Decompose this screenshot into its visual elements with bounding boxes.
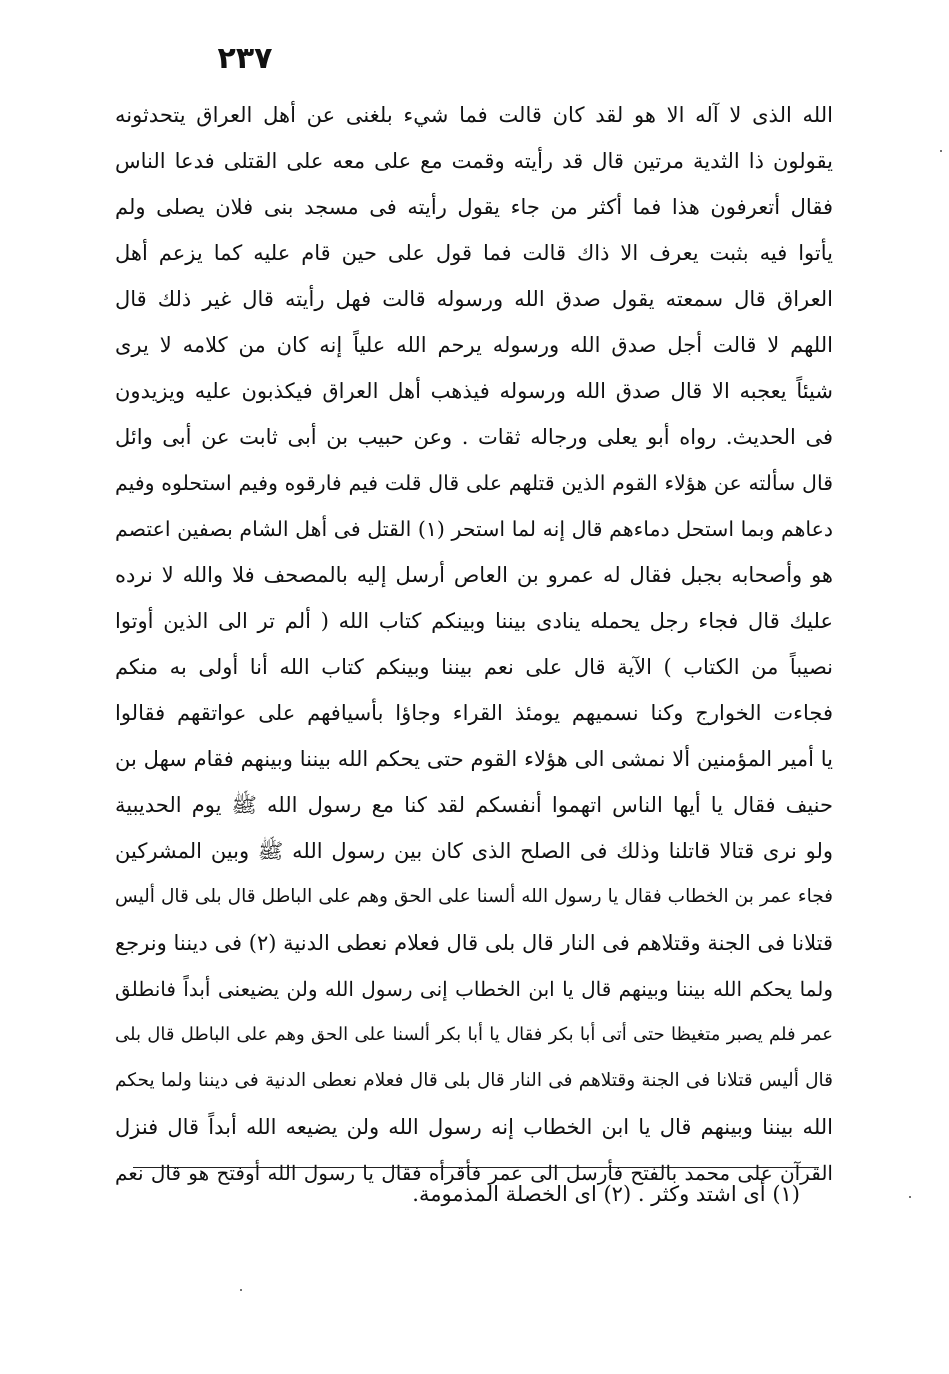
text-line: قتلانا فى الجنة وقتلاهم فى النار قال بلى قال فعلام نعطى الدنية (٢) فى ديننا ونرجع xyxy=(115,931,833,955)
text-line: قال أليس قتلانا فى الجنة وقتلاهم فى النار قال بلى قال فعلام نعطى الدنية فى ديننا ولما يحكم xyxy=(115,1070,833,1091)
text-line: عليك قال فجاء رجل يحمله ينادى بيننا وبينكم كتاب الله ( ألم تر الى الذين أوتوا xyxy=(115,609,833,633)
text-line: عمر فلم يصبر متغيظا حتى أتى أبا بكر فقال يا أبا بكر ألسنا على الحق وهم على الباطل قال بلى xyxy=(115,1024,833,1045)
page-number: ٢٣٧ xyxy=(217,41,273,76)
text-line: اللهم لا قالت أجل صدق الله ورسوله يرحم الله علياً إنه كان من كلامه لا يرى xyxy=(115,333,833,357)
text-line: ولما يحكم الله بيننا وبينهم قال يا ابن الخطاب إنى رسول الله ولن يضيعنى أبداً فانطلق xyxy=(115,977,833,1001)
text-line: نصيباً من الكتاب ) الآية قال على نعم بيننا وبينكم كتاب الله أنا أولى به منكم xyxy=(115,655,833,679)
text-line: حنيف فقال يا أيها الناس اتهموا أنفسكم لقد كنا مع رسول الله ﷺ يوم الحديبية xyxy=(115,793,833,817)
text-line: فجاء عمر بن الخطاب فقال يا رسول الله ألسنا على الحق وهم على الباطل قال بلى قال أليس xyxy=(115,886,833,907)
text-line: يا أمير المؤمنين ألا نمشى الى هؤلاء القوم حتى يحكم الله بيننا وبينهم فقام سهل بن xyxy=(115,747,833,771)
text-line: فى الحديث. رواه أبو يعلى ورجاله ثقات . وعن حبيب بن أبى ثابت عن أبى وائل xyxy=(115,425,833,449)
text-line: قال سألته عن هؤلاء القوم الذين قتلهم على قال قلت فيم فارقوه وفيم استحلوه وفيم xyxy=(115,471,833,495)
text-line: هو وأصحابه بجبل فقال له عمرو بن العاص أرسل إليه بالمصحف فلا والله لا نرده xyxy=(115,563,833,587)
scan-speck xyxy=(909,1196,911,1198)
text-line: فقال أتعرفون هذا فما أكثر من جاء يقول رأيته فى مسجد بنى فلان يصلى ولم xyxy=(115,195,833,219)
main-text xyxy=(115,92,833,1196)
footnote-divider xyxy=(133,1167,819,1168)
text-line: العراق قال سمعته يقول صدق الله ورسوله قالت فهل رأيته قال غير ذلك قال xyxy=(115,287,833,311)
text-line: يأتوا فيه بثبت يعرف الا ذاك قالت فما قول على حين قام عليه كما يزعم أهل xyxy=(115,241,833,265)
text-line: القرآن على محمد بالفتح فأرسل الى عمر فأقرأه فقال يا رسول الله أوفتح هو قال نعم xyxy=(115,1161,833,1185)
scan-speck xyxy=(940,150,942,152)
text-line: الله الذى لا آله الا هو لقد كان قالت فما شيء بلغنى عن أهل العراق يتحدثونه xyxy=(115,103,833,127)
text-line: شيئاً يعجبه الا قال صدق الله ورسوله فيذهب أهل العراق فيكذبون عليه ويزيدون xyxy=(115,379,833,403)
footnote: (١) أى اشتد وكثر . (٢) اى الخصلة المذمومة. xyxy=(412,1182,800,1206)
text-line: فجاءت الخوارج وكنا نسميهم يومئذ القراء وجاؤا بأسيافهم على عواتقهم فقالوا xyxy=(115,701,833,725)
scan-speck xyxy=(240,1289,242,1291)
text-line: دعاهم وبما استحل دماءهم قال إنه لما استحر (١) القتل فى أهل الشام بصفين اعتصم xyxy=(115,517,833,541)
text-line: يقولون ذا الثدية مرتين قال قد رأيته وقمت مع على معه على القتلى فدعا الناس xyxy=(115,149,833,173)
text-line: ولو نرى قتالا قاتلنا وذلك فى الصلح الذى كان بين رسول الله ﷺ وبين المشركين xyxy=(115,839,833,863)
text-line: الله بيننا وبينهم قال يا ابن الخطاب إنه رسول الله ولن يضيعه الله أبداً قال فنزل xyxy=(115,1115,833,1139)
